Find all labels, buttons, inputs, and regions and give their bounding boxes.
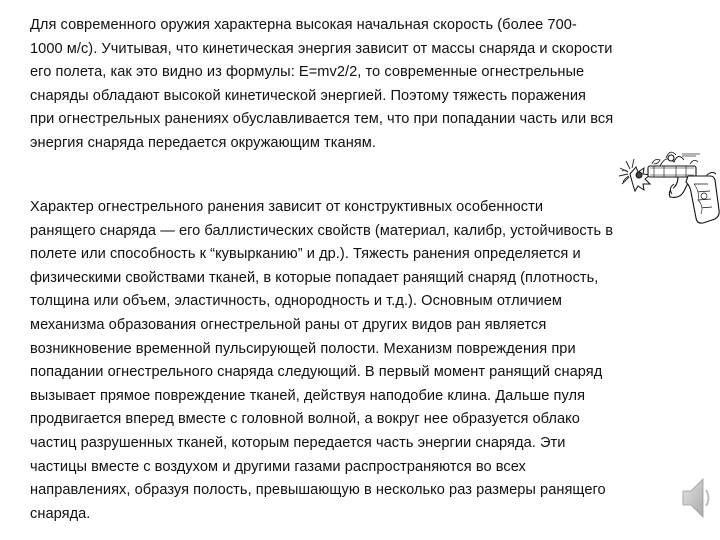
- text-line: энергия снаряда передается окружающим тканям.: [30, 134, 376, 151]
- paragraph-kinetic-energy: [30, 14, 690, 156]
- text-line: при огнестрельных ранениях обуславливается тем, что при попадании часть или вся: [30, 111, 614, 128]
- text-line: физическими свойствами тканей, в которые попадает ранящий снаряд (плотность,: [30, 269, 599, 286]
- ornate-pistol-icon: [618, 128, 720, 248]
- text-line: его полета, как это видно из формулы: E=mv2/2, то современные огнестрельные: [30, 64, 585, 81]
- paragraph-wound-character: [30, 196, 690, 526]
- text-line: Характер огнестрельного ранения зависит от конструктивных особенности: [30, 199, 544, 215]
- text-line: 1000 м/с). Учитывая, что кинетическая энергия зависит от массы снаряда и скорости: [30, 40, 613, 57]
- text-line: снаряды обладают высокой кинетической энергией. Поэтому тяжесть поражения: [30, 87, 586, 104]
- text-line: толщина или объем, эластичность, однородность и т.д.). Основным отличием: [30, 293, 562, 310]
- text-line: ранящего снаряда — его баллистических свойств (материал, калибр, устойчивость в: [30, 222, 614, 239]
- text-line: возникновение временной пульсирующей полости. Механизм повреждения при: [30, 340, 576, 357]
- text-line: вызывает прямое повреждение тканей, действуя наподобие клина. Дальше пуля: [30, 387, 586, 404]
- text-line: частиц разрушенных тканей, которым передается часть энергии снаряда. Эти: [30, 434, 566, 451]
- speaker-icon[interactable]: [680, 474, 714, 522]
- text-line: Для современного оружия характерна высокая начальная скорость (более 700-: [30, 17, 577, 33]
- text-line: снаряда.: [30, 505, 91, 522]
- text-line: попадании огнестрельного снаряда следующий. В первый момент ранящий снаряд: [30, 364, 603, 381]
- text-line: частицы вместе с воздухом и другими газами распространяются во всех: [30, 458, 526, 475]
- text-line: механизма образования огнестрельной раны от других видов ран является: [30, 316, 547, 333]
- text-line: продвигается вперед вместе с головной волной, а вокруг нее образуется облако: [30, 411, 580, 428]
- text-line: полете или способность к “кувырканию” и др.). Тяжесть ранения определяется и: [30, 246, 581, 263]
- text-line: направлениях, образуя полость, превышающую в несколько раз размеры ранящего: [30, 482, 606, 499]
